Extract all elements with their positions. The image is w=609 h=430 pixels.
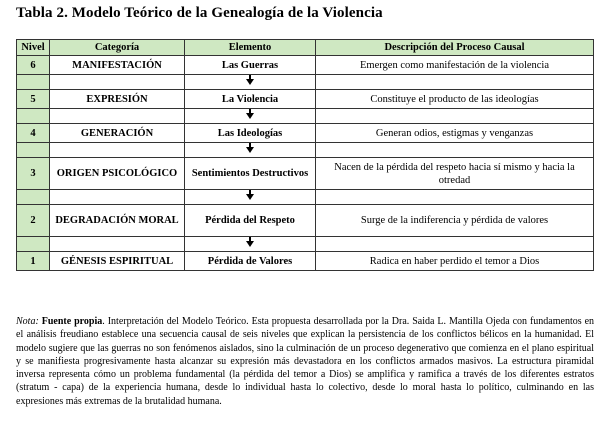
arrow-row	[17, 109, 594, 124]
down-arrow-icon	[246, 143, 254, 153]
category-cell: ORIGEN PSICOLÓGICO	[50, 158, 185, 190]
arrow-cell	[185, 109, 316, 124]
spacer-cell	[50, 75, 185, 90]
spacer-cell	[50, 143, 185, 158]
genealogy-table	[16, 39, 594, 271]
description-cell: Generan odios, estigmas y venganzas	[316, 124, 594, 143]
arrow-cell	[185, 143, 316, 158]
note-source-label: Fuente propia	[41, 316, 103, 327]
spacer-cell	[50, 237, 185, 252]
category-cell: GÉNESIS ESPIRITUAL	[50, 252, 185, 271]
spacer-cell	[316, 143, 594, 158]
arrow-cell	[185, 190, 316, 205]
element-cell: Pérdida del Respeto	[185, 205, 316, 237]
element-cell: Pérdida de Valores	[185, 252, 316, 271]
level-cell: 6	[17, 56, 50, 75]
arrow-row	[17, 75, 594, 90]
down-arrow-icon	[246, 190, 254, 200]
level-cell: 2	[17, 205, 50, 237]
table-row	[17, 56, 594, 75]
description-cell: Nacen de la pérdida del respeto hacia sí mismo y hacia la otredad	[316, 158, 594, 190]
category-cell: GENERACIÓN	[50, 124, 185, 143]
level-spacer-cell	[17, 190, 50, 205]
level-cell: 5	[17, 90, 50, 109]
header-category: Categoría	[50, 40, 185, 56]
table-body	[17, 56, 594, 271]
table-header-row	[17, 40, 594, 56]
description-cell: Emergen como manifestación de la violencia	[316, 56, 594, 75]
arrow-row	[17, 143, 594, 158]
level-spacer-cell	[17, 143, 50, 158]
description-cell: Radica en haber perdido el temor a Dios	[316, 252, 594, 271]
arrow-row	[17, 190, 594, 205]
genealogy-table-wrapper	[16, 39, 594, 271]
arrow-row	[17, 237, 594, 252]
description-cell: Surge de la indiferencia y pérdida de valores	[316, 205, 594, 237]
note-text: . Interpretación del Modelo Teórico. Esta propuesta desarrollada por la Dra. Saida L. Mantilla Ojeda con fundamentos en el análisis freudiano establece una secuencia causal de seis niveles que explican la persistencia de los conflictos bélicos en la humanidad. El modelo sugiere que las guerras no son fenómenos aislados, sino la culminación de un proceso degenerativo que comienza en el plano espiritual y se manifiesta progresivamente hasta alcanzar su expresión más devastadora en los conflictos armados masivos. La estructura piramidal inversa representa cómo un problema fundamental (la pérdida del temor a Dios) se amplifica y ramifica a través de los diferentes estratos (stratum - capa) de la experiencia humana, desde lo individual hasta lo colectivo, desde lo moral hasta lo político, culminando en las expresiones más extremas de la brutalidad humana.	[16, 316, 595, 407]
header-description: Descripción del Proceso Causal	[316, 40, 594, 56]
element-cell: Las Guerras	[185, 56, 316, 75]
arrow-cell	[185, 75, 316, 90]
header-element: Elemento	[185, 40, 316, 56]
header-level: Nivel	[17, 40, 50, 56]
spacer-cell	[50, 109, 185, 124]
category-cell: DEGRADACIÓN MORAL	[50, 205, 185, 237]
table-row	[17, 124, 594, 143]
spacer-cell	[50, 190, 185, 205]
spacer-cell	[316, 75, 594, 90]
level-spacer-cell	[17, 109, 50, 124]
down-arrow-icon	[246, 75, 254, 85]
description-cell: Constituye el producto de las ideologías	[316, 90, 594, 109]
note-label: Nota:	[16, 316, 39, 327]
spacer-cell	[316, 237, 594, 252]
table-row	[17, 205, 594, 237]
level-spacer-cell	[17, 237, 50, 252]
level-cell: 3	[17, 158, 50, 190]
category-cell: EXPRESIÓN	[50, 90, 185, 109]
spacer-cell	[316, 109, 594, 124]
element-cell: Sentimientos Destructivos	[185, 158, 316, 190]
element-cell: Las Ideologías	[185, 124, 316, 143]
table-note	[16, 315, 594, 408]
level-cell: 1	[17, 252, 50, 271]
element-cell: La Violencia	[185, 90, 316, 109]
down-arrow-icon	[246, 237, 254, 247]
table-row	[17, 252, 594, 271]
table-title: Tabla 2. Modelo Teórico de la Genealogía de la Violencia	[16, 5, 383, 21]
level-spacer-cell	[17, 75, 50, 90]
spacer-cell	[316, 190, 594, 205]
down-arrow-icon	[246, 109, 254, 119]
table-row	[17, 90, 594, 109]
table-row	[17, 158, 594, 190]
category-cell: MANIFESTACIÓN	[50, 56, 185, 75]
level-cell: 4	[17, 124, 50, 143]
arrow-cell	[185, 237, 316, 252]
